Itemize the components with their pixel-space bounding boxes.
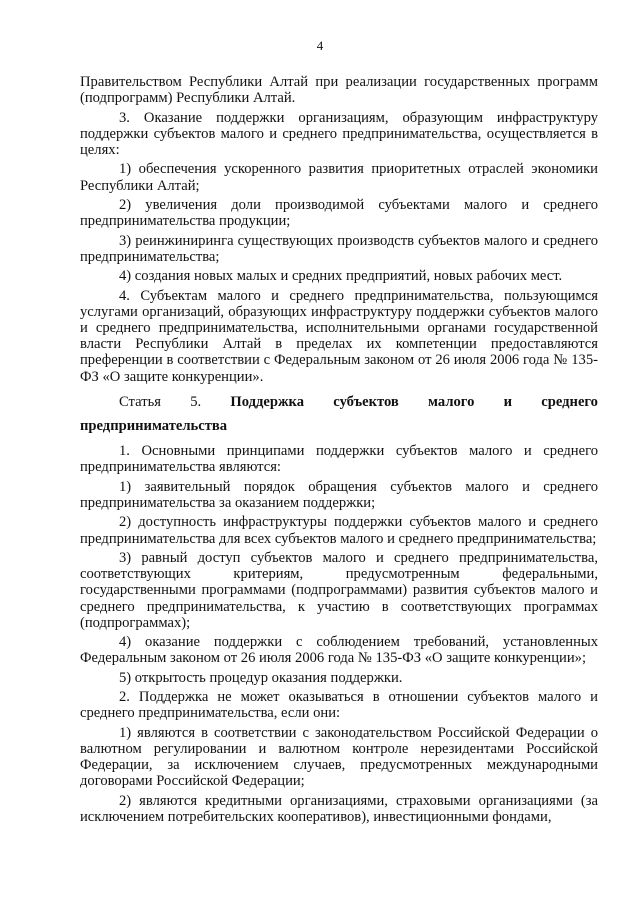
paragraph: 3) равный доступ субъектов малого и среднего предпринимательства, соответствующих критериям, предусмотренным федеральными, государственными программами (подпрограммами) развития субъектов малого и среднего предпринимательства, к участию в соответствующих программах (подпрограммах); bbox=[80, 549, 598, 631]
paragraph: 3. Оказание поддержки организациям, образующим инфраструктуру поддержки субъектов малого и среднего предпринимательства, осуществляется в целях: bbox=[80, 109, 598, 158]
article-title-continued: предпринимательства bbox=[80, 417, 228, 434]
document-body bbox=[80, 74, 598, 828]
page-number: 4 bbox=[316, 38, 324, 53]
paragraph: 1) обеспечения ускоренного развития приоритетных отраслей экономики Республики Алтай; bbox=[80, 161, 598, 194]
article-label: Статья 5. bbox=[119, 393, 202, 410]
article-title: Поддержка субъектов малого и среднего bbox=[230, 393, 598, 410]
paragraph: 1) заявительный порядок обращения субъектов малого и среднего предпринимательства за оказанием поддержки; bbox=[80, 478, 598, 511]
article-heading bbox=[80, 394, 598, 410]
paragraph: 3) реинжиниринга существующих производств субъектов малого и среднего предпринимательства; bbox=[80, 232, 598, 265]
paragraph: 2) являются кредитными организациями, страховыми организациями (за исключением потребительских кооперативов), инвестиционными фондами, bbox=[80, 792, 598, 825]
paragraph: 5) открытость процедур оказания поддержки. bbox=[119, 669, 403, 686]
paragraph: 4) создания новых малых и средних предприятий, новых рабочих мест. bbox=[119, 268, 563, 285]
paragraph: 4. Субъектам малого и среднего предпринимательства, пользующимся услугами организаций, образующих инфраструктуру поддержки субъектов малого и среднего предпринимательства, исполнительными органами государственной власти Республики Алтай в пределах их компетенции предоставляются преференции в соответствии с Федеральным законом от 26 июля 2006 года № 135-ФЗ «О защите конкуренции». bbox=[80, 287, 598, 385]
paragraph: 2) увеличения доли производимой субъектами малого и среднего предпринимательства продукции; bbox=[80, 196, 598, 230]
paragraph: 1) являются в соответствии с законодательством Российской Федерации о валютном регулировании и валютном контроле нерезидентами Российской Федерации, за исключением случаев, предусмотренных международными договорами Российской Федерации; bbox=[80, 724, 598, 790]
paragraph: 2. Поддержка не может оказываться в отношении субъектов малого и среднего предпринимательства, если они: bbox=[80, 689, 598, 722]
paragraph: Правительством Республики Алтай при реализации государственных программ (подпрограмм) Республики Алтай. bbox=[80, 74, 598, 107]
paragraph: 1. Основными принципами поддержки субъектов малого и среднего предпринимательства являются: bbox=[80, 443, 598, 476]
paragraph: 4) оказание поддержки с соблюдением требований, установленных Федеральным законом от 26 июля 2006 года № 135-ФЗ «О защите конкуренции»; bbox=[80, 634, 598, 667]
paragraph: 2) доступность инфраструктуры поддержки субъектов малого и среднего предпринимательства для всех субъектов малого и среднего предпринимательства; bbox=[80, 514, 598, 547]
